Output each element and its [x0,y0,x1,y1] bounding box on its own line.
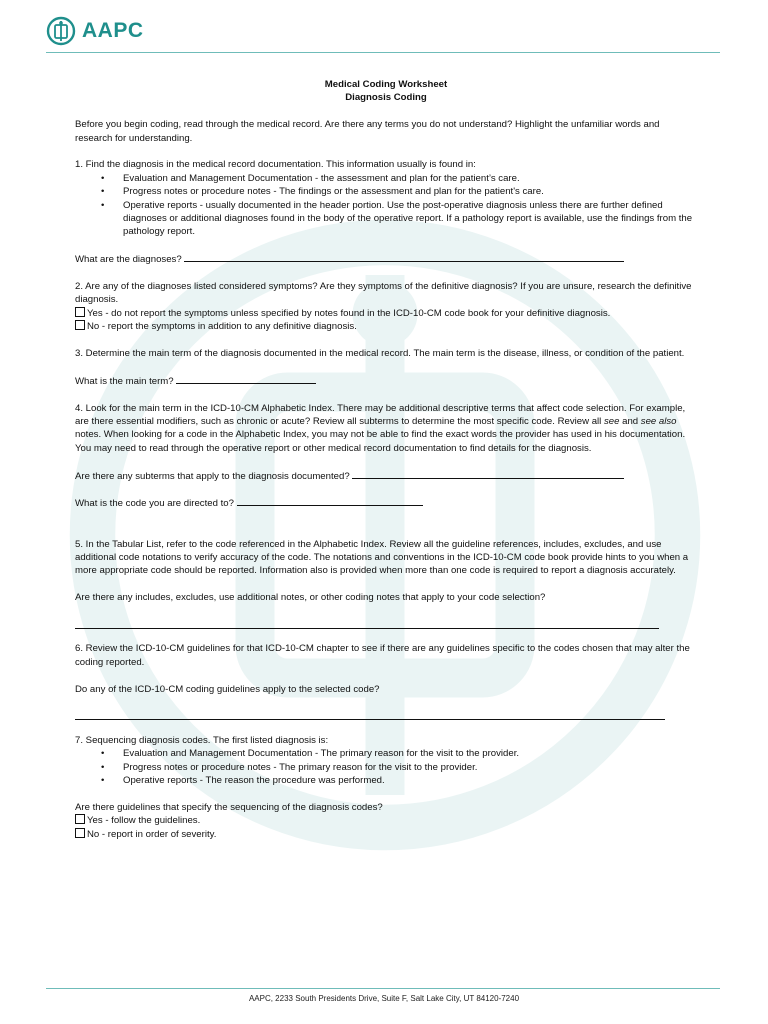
option-label: No - report the symptoms in addition to any definitive diagnosis. [87,321,357,333]
step-2-text: 2. Are any of the diagnoses listed considered symptoms? Are they symptoms of the definitive diagnosis? If you are unsure, research the definitive diagnosis. [75,281,692,306]
list-item: • Evaluation and Management Documentation - The primary reason for the visit to the provider. [123,747,697,760]
code-answer-line[interactable] [237,496,423,506]
page-header [0,0,768,56]
worksheet-body [75,78,697,841]
step-5-question: Are there any includes, excludes, use additional notes, or other coding notes that apply to your code selection? [75,592,546,604]
step-7-text: 7. Sequencing diagnosis codes. The first listed diagnosis is: [75,734,329,746]
step-7-option-yes [75,814,697,827]
step-7-list [75,747,697,787]
worksheet-subtitle: Diagnosis Coding [345,92,427,104]
step-4-text: 4. Look for the main term in the ICD-10-CM Alphabetic Index. There may be additional descriptive terms that affect code selection. For example, are there essential modifiers, such as chronic or acute? Review all subterms to determine the most specific code. Review all see and see also notes. When looking for a code in the Alphabetic Index, you may not be able to find the exact words the provider has used in his documentation. You may need to read through the operative report or other medical record documentation to find details for the diagnosis. [75,402,686,454]
header-divider [46,52,720,53]
worksheet-title: Medical Coding Worksheet [324,79,448,90]
diagnoses-answer-line[interactable] [184,252,624,262]
step-3-text: 3. Determine the main term of the diagnosis documented in the medical record. The main term is the disease, illness, or condition of the patient. [75,348,685,360]
step-1-question [75,252,697,266]
yes-checkbox[interactable] [75,307,85,317]
yes-checkbox[interactable] [75,814,85,824]
step-1-list [75,172,697,239]
brand-name: AAPC [82,19,144,42]
guidelines-answer-line[interactable] [75,709,665,720]
no-checkbox[interactable] [75,828,85,838]
step-7-option-no [75,828,697,841]
step-4-question-1 [75,469,697,483]
main-term-answer-line[interactable] [176,374,316,384]
step-4-question-2 [75,496,697,510]
list-item: • Operative reports - usually documented in the header portion. Use the post-operative diagnosis unless there are further defined diagnoses or additional diagnoses found in the body of the operative report. If a pathology report is available, use the findings from the pathology report. [123,199,697,239]
step-6-text: 6. Review the ICD-10-CM guidelines for that ICD-10-CM chapter to see if there are any guidelines specific to the codes chosen that may alter the coding reported. [75,643,690,668]
subterms-answer-line[interactable] [352,469,624,479]
aapc-logo [46,16,144,46]
step-2-option-no [75,320,697,333]
step-5-text: 5. In the Tabular List, refer to the code referenced in the Alphabetic Index. Review all the guideline references, includes, excludes, and use additional code notations to verify accuracy of the code. The notations and conventions in the ICD-10-CM code book provide hints to you when a more appropriate code should be reported. Information also is provided when more than one code is required to report a diagnosis accurately. [75,538,689,577]
list-item: • Progress notes or procedure notes - The findings or the assessment and plan for the patient's care. [123,185,697,198]
footer-address: AAPC, 2233 South Presidents Drive, Suite F, Salt Lake City, UT 84120-7240 [248,994,520,1003]
no-checkbox[interactable] [75,320,85,330]
option-label: Yes - do not report the symptoms unless specified by notes found in the ICD-10-CM code book for your definitive diagnosis. [87,307,611,319]
step-1-text: 1. Find the diagnosis in the medical record documentation. This information usually is found in: [75,159,476,171]
question-label: What is the code you are directed to? [75,498,234,510]
question-label: What is the main term? [75,375,174,387]
aapc-logo-icon [46,16,76,46]
step-6-question: Do any of the ICD-10-CM coding guidelines apply to the selected code? [75,683,380,695]
list-item: • Operative reports - The reason the procedure was performed. [123,774,697,787]
footer-divider [46,988,720,989]
notes-answer-line[interactable] [75,618,659,629]
list-item: • Evaluation and Management Documentation - the assessment and plan for the patient’s care. [123,172,697,185]
option-label: Yes - follow the guidelines. [87,815,201,827]
option-label: No - report in order of severity. [87,828,217,840]
step-2-option-yes [75,307,697,320]
question-label: What are the diagnoses? [75,254,182,266]
step-7-question: Are there guidelines that specify the sequencing of the diagnosis codes? [75,801,383,813]
intro-paragraph: Before you begin coding, read through the medical record. Are there any terms you do not understand? Highlight the unfamiliar words and research for understanding. [75,119,660,144]
step-3-question [75,374,697,388]
question-label: Are there any subterms that apply to the diagnosis documented? [75,470,350,482]
list-item: • Progress notes or procedure notes - The primary reason for the visit to the provider. [123,761,697,774]
